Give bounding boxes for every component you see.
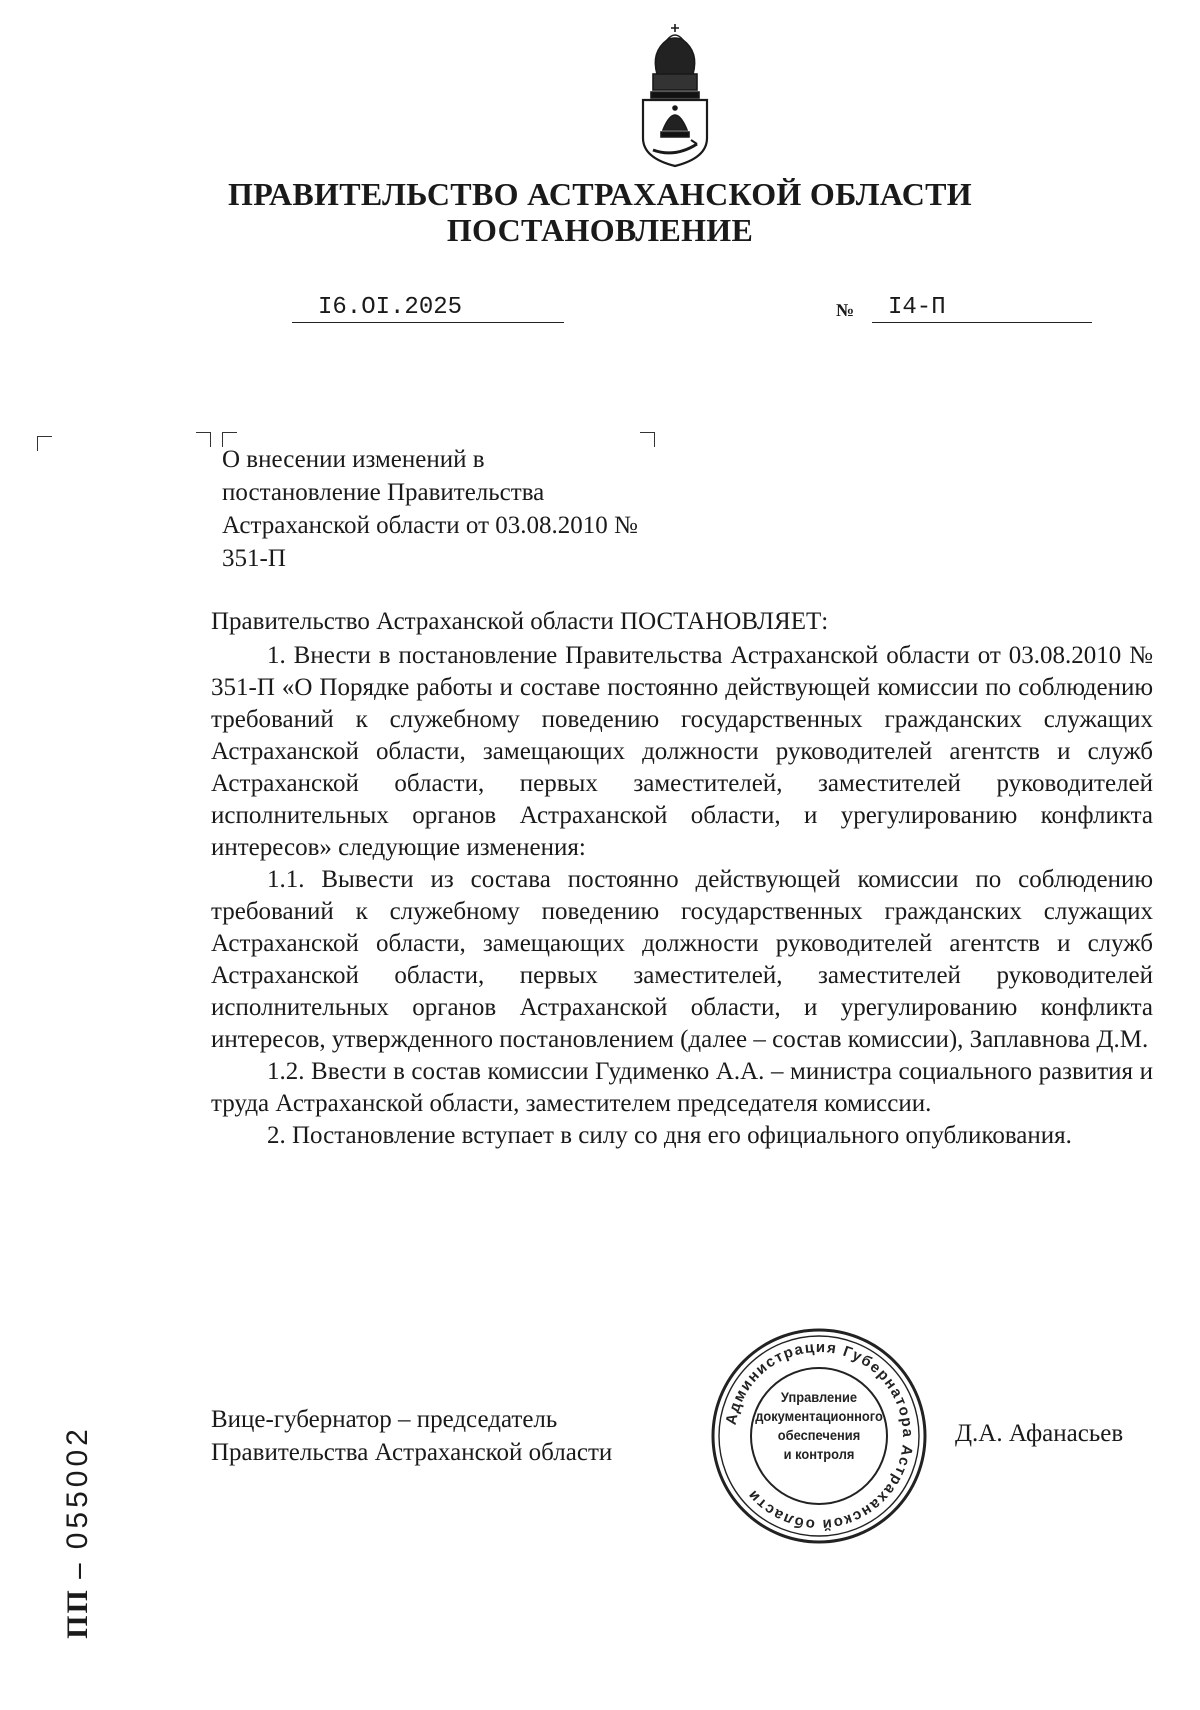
side-registration-code: [61, 1425, 95, 1639]
org-title: ПРАВИТЕЛЬСТВО АСТРАХАНСКОЙ ОБЛАСТИ: [228, 176, 972, 212]
paragraph-2: 2. Постановление вступает в силу со дня его официального опубликования.: [267, 1122, 1072, 1149]
document-number: I4-П: [888, 294, 946, 321]
side-code-prefix: ПП –: [61, 1561, 94, 1639]
signatory-name: Д.А. Афанасьев: [955, 1420, 1124, 1447]
signatory-title: [211, 1403, 612, 1469]
subject-corner-mark: [640, 432, 655, 447]
paragraph-1-2: 1.2. Ввести в состав комиссии Гудименко А.А. – министра социального развития и труда Астраханской области, заместителем председателя комиссии.: [211, 1058, 1153, 1117]
paragraph-1-1: 1.1. Вывести из состава постоянно действующей комиссии по соблюдению требований к служебному поведению государственных гражданских служащих Астраханской области, замещающих должности руководителей агентств и служб Астраханской области, первых заместителей, заместителей руководителей исполнительных органов Астраханской области, и урегулированию конфликта интересов, утвержденного постановлением (далее – состав комиссии), Заплавнова Д.М.: [211, 866, 1153, 1053]
document-subject: О внесении изменений в постановление Правительства Астраханской области от 03.08.2010 № 351-П: [222, 446, 638, 572]
number-underline: [872, 322, 1092, 323]
signatory-title-line-2: Правительства Астраханской области: [211, 1439, 613, 1466]
date-underline: [292, 322, 564, 323]
stamp-inner-line: и контроля: [783, 1446, 855, 1462]
stamp-inner-line: Управление: [780, 1389, 858, 1405]
subject-corner-mark: [196, 432, 211, 447]
number-sign: №: [836, 300, 855, 320]
stamp-ring-text: Администрация Губернатора Астраханской области: [722, 1338, 917, 1534]
paragraph-1: 1. Внести в постановление Правительства Астраханской области от 03.08.2010 № 351-П «О Порядке работы и составе постоянно действующей комиссии по соблюдению требований к служебному поведению государственных гражданских служащих Астраханской области, замещающих должности руководителей агентств и служб Астраханской области, первых заместителей, заместителей руководителей исполнительных органов Астраханской области, и урегулированию конфликта интересов» следующие изменения:: [211, 642, 1153, 861]
astrakhan-coat-of-arms-icon: [637, 22, 713, 168]
document-type-title: ПОСТАНОВЛЕНИЕ: [446, 212, 754, 248]
signatory-title-line-1: Вице-губернатор – председатель: [211, 1406, 558, 1433]
stamp-inner-line: обеспечения: [777, 1427, 861, 1443]
resolution-intro: Правительство Астраханской области ПОСТАНОВЛЯЕТ:: [211, 608, 829, 635]
stamp-inner-line: документационного: [755, 1408, 883, 1424]
stamp-inner-text: [751, 1388, 887, 1464]
margin-corner-mark: [37, 436, 52, 451]
resolution-body: [211, 640, 1153, 1152]
side-code-number: 055002: [61, 1425, 94, 1550]
document-date: I6.OI.2025: [318, 294, 463, 321]
